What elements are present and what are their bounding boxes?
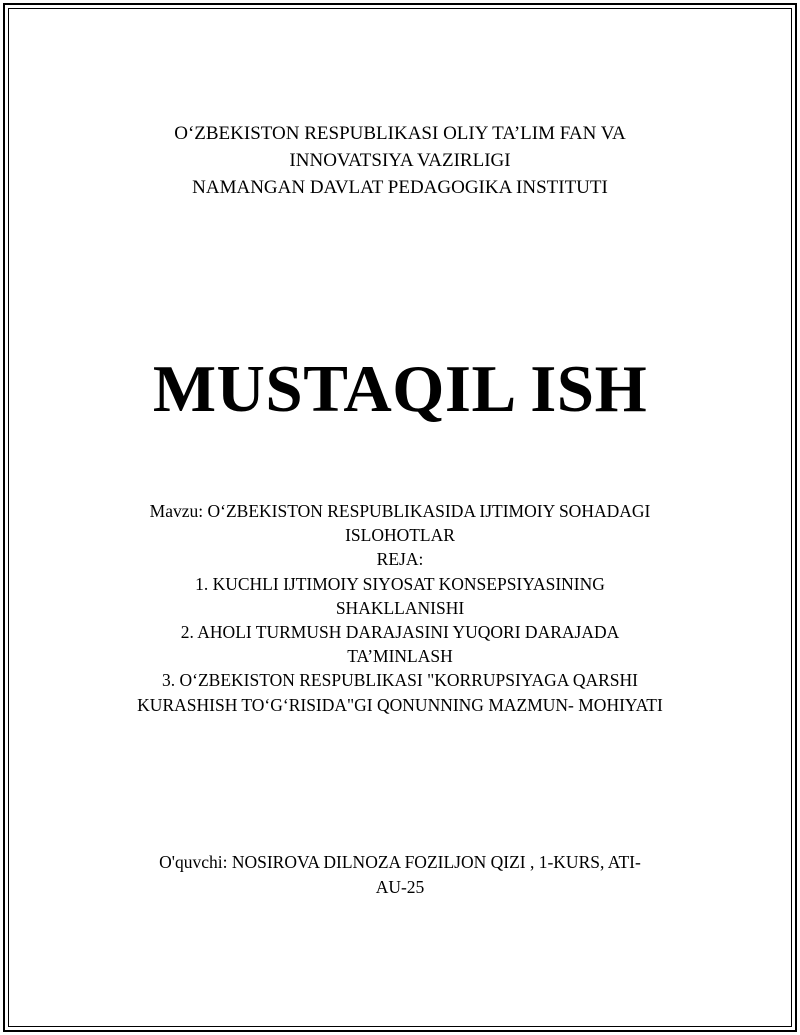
plan-item: 1. KUCHLI IJTIMOIY SIYOSAT KONSEPSIYASINING [195,573,605,594]
header-line: O‘ZBEKISTON RESPUBLIKASI OLIY TA’LIM FAN VA [174,123,626,144]
header-line: INNOVATSIYA VAZIRLIGI [289,150,511,171]
plan-item: 3. O‘ZBEKISTON RESPUBLIKASI "KORRUPSIYAGA QARSHI [162,670,638,691]
student-info [0,850,800,900]
topic-line: ISLOHOTLAR [345,525,455,546]
topic-and-plan [0,499,800,717]
plan-item: TA’MINLASH [347,646,453,667]
plan-item: 2. AHOLI TURMUSH DARAJASINI YUQORI DARAJADA [180,622,620,643]
student-line: O'quvchi: NOSIROVA DILNOZA FOZILJON QIZI , 1-KURS, ATI- [159,852,641,872]
plan-heading: REJA: [376,549,424,570]
institution-header [0,120,800,201]
student-line: AU-25 [375,877,425,897]
header-line: NAMANGAN DAVLAT PEDAGOGIKA INSTITUTI [192,177,608,198]
plan-item: KURASHISH TO‘G‘RISIDA"GI QONUNNING MAZMUN- MOHIYATI [137,694,663,715]
topic-line: Mavzu: O‘ZBEKISTON RESPUBLIKASIDA IJTIMOIY SOHADAGI [149,501,651,521]
title-text: MUSTAQIL ISH [152,352,648,426]
document-title [0,346,800,432]
plan-item: SHAKLLANISHI [335,597,465,618]
